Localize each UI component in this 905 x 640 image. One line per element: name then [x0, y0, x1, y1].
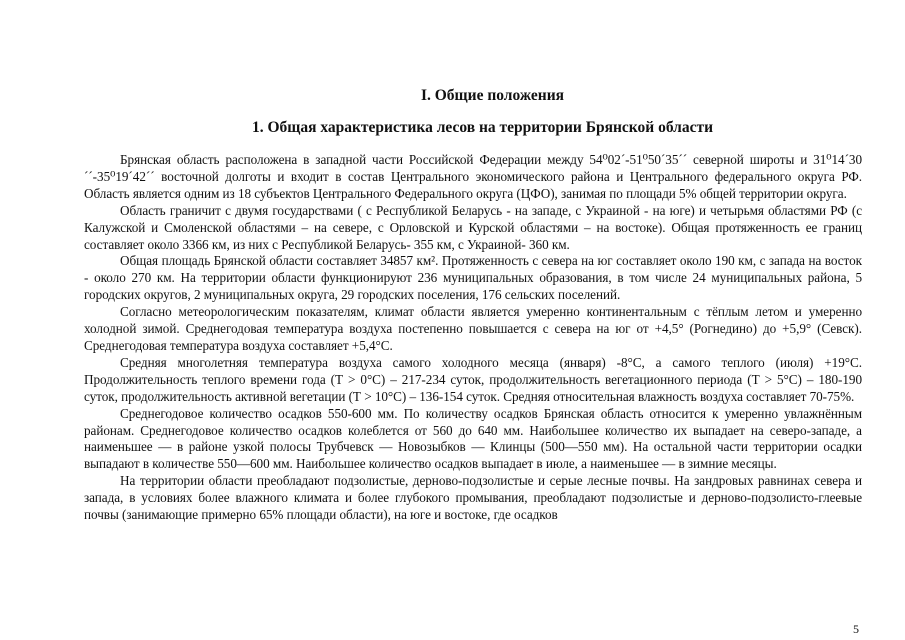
paragraph-area: Общая площадь Брянской области составляет 34857 км². Протяженность с севера на юг составляет около 190 км, с запада на восток - около 270 км. На территории области функционируют 236 муниципальных образования, в том числе 24 муниципальных района, 5 городских округов, 2 муниципальных округа, 29 городских поселения, 176 сельских поселений.	[84, 253, 862, 303]
paragraph-soils: На территории области преобладают подзолистые, дерново-подзолистые и серые лесные почвы. На зандровых равнинах севера и запада, в условиях более влажного климата и более глубокого промывания, преобладают подзолистые и дерново-подзолисто-глеевые почвы (занимающие примерно 65% площади области), на юге и востоке, где осадков	[84, 473, 862, 523]
paragraph-climate: Согласно метеорологическим показателям, климат области является умеренно континентальным с тёплым летом и умеренно холодной зимой. Среднегодовая температура воздуха постепенно повышается с севера на юг от +4,5° (Рогнедино) до +5,9° (Севск). Среднегодовая температура воздуха составляет +5,4°С.	[84, 304, 862, 353]
paragraph-borders: Область граничит с двумя государствами ( с Республикой Беларусь - на западе, с Украиной - на юге) и четырьмя областями РФ (с Калужской и Смоленской областями – на севере, с Орловской и Курской областями – на востоке). Общая протяженность ее границ составляет около 3366 км, из них с Республикой Беларусь- 355 км, с Украиной- 360 км.	[84, 202, 862, 252]
paragraph-temperature: Средняя многолетняя температура воздуха самого холодного месяца (января) -8°С, а самого теплого (июля) +19°С. Продолжительность теплого времени года (Т > 0°С) – 217-234 суток, продолжительность вегетационного периода (Т > 5°С) – 180-190 суток, продолжительность активной вегетации (Т > 10°С) – 136-154 суток. Средняя относительная влажность воздуха составляет 70-75%.	[84, 354, 862, 404]
paragraph-location: Брянская область расположена в западной части Российской Федерации между 54⁰02´-51⁰50´35´´ северной широты и 31⁰14´30´´-35⁰19´42´´ восточной долготы и входит в состав Центрального экономического района и Центрального федерального округа РФ. Область является одним из 18 субъектов Центрального Федерального округа (ЦФО), занимая по площади 5% общей территории округа.	[84, 152, 862, 201]
paragraph-precipitation: Среднегодовое количество осадков 550-600 мм. По количеству осадков Брянская область относится к умеренно увлажнённым районам. Среднегодовое количество осадков колеблется от 560 до 640 мм. Наибольшее количество их выпадает на северо-западе, а наименьшее — в районе узкой полосы Трубчевск — Новозыбков — Клинцы (500—550 мм). На остальной части территории осадки выпадают в количестве 550—600 мм. Наибольшее количество осадков выпадает в июле, а наименьшее — в зимние месяцы.	[84, 405, 862, 472]
page-number: 5	[853, 622, 859, 636]
section-title: I. Общие положения	[420, 87, 565, 104]
subsection-title: 1. Общая характеристика лесов на территории Брянской области	[251, 119, 714, 136]
body-text	[84, 152, 862, 524]
